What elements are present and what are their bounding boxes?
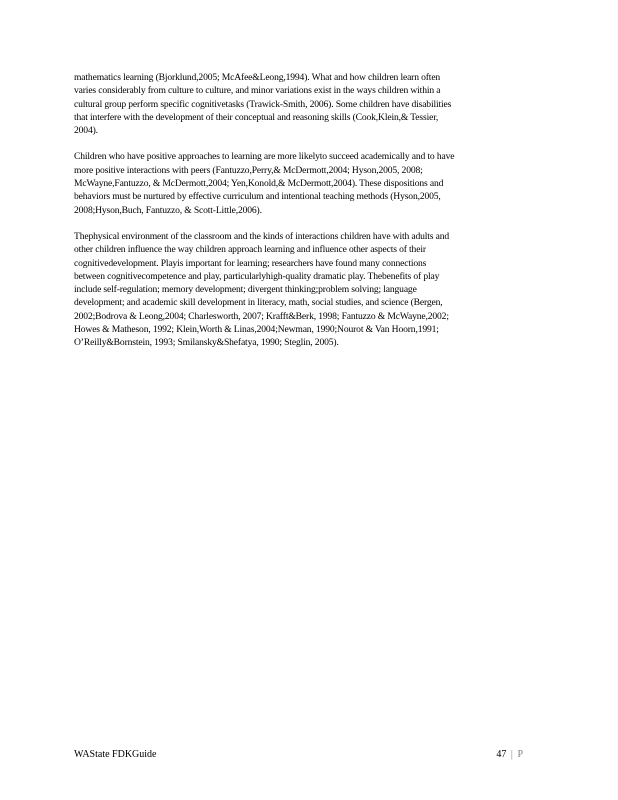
- text-line: 2008;Hyson,Buch, Fantuzzo, & Scott-Little,2006).: [74, 204, 262, 216]
- paragraph-approaches-to-learning: [74, 150, 542, 216]
- text-line: other children influence the way children approach learning and influence other aspects of their: [74, 244, 426, 256]
- page-label: P: [517, 749, 524, 760]
- text-line: O’Reilly&Bornstein, 1993; Smilansky&Shefatya, 1990; Steglin, 2005).: [74, 337, 339, 349]
- page-footer: [74, 747, 524, 763]
- footer-title: WAState FDKGuide: [74, 749, 157, 760]
- page-separator: |: [510, 749, 513, 760]
- text-line: that interfere with the development of their conceptual and reasoning skills (Cook,Klein,& Tessier,: [74, 111, 439, 123]
- footer-page-number: [496, 749, 524, 760]
- text-line: behaviors must be nurtured by effective curriculum and intentional teaching methods (Hyson,2005,: [74, 191, 441, 203]
- paragraph-physical-environment-play: [74, 230, 542, 350]
- paragraph-cognitive-culture: [74, 71, 542, 137]
- body-text: [74, 71, 542, 363]
- text-line: include self-regulation; memory development; divergent thinking;problem solving; language: [74, 284, 417, 296]
- text-line: Children who have positive approaches to learning are more likelyto succeed academically and to have: [74, 151, 455, 163]
- page-number: 47: [496, 749, 507, 760]
- text-line: cognitivedevelopment. Playis important for learning; researchers have found many connections: [74, 257, 427, 269]
- text-line: varies considerably from culture to culture, and minor variations exist in the ways children within a: [74, 85, 441, 97]
- text-line: Howes & Matheson, 1992; Klein,Worth & Linas,2004;Newman, 1990;Nourot & Van Hoorn,1991;: [74, 324, 439, 336]
- text-line: cultural group perform specific cognitivetasks (Trawick-Smith, 2006). Some children have disabilities: [74, 98, 452, 110]
- text-line: development; and academic skill development in literacy, math, social studies, and science (Bergen,: [74, 297, 443, 309]
- text-line: McWayne,Fantuzzo, & McDermott,2004; Yen,Konold,& McDermott,2004). These dispositions and: [74, 178, 444, 190]
- text-line: between cognitivecompetence and play, particularlyhigh-quality dramatic play. Thebenefits of play: [74, 270, 440, 282]
- text-line: 2004).: [74, 125, 98, 137]
- text-line: mathematics learning (Bjorklund,2005; McAfee&Leong,1994). What and how children learn often: [74, 72, 441, 83]
- text-line: more positive interactions with peers (Fantuzzo,Perry,& McDermott,2004; Hyson,2005, 2008;: [74, 164, 423, 176]
- text-line: 2002;Bodrova & Leong,2004; Charlesworth, 2007; Krafft&Berk, 1998; Fantuzzo & McWayne,2002;: [74, 310, 449, 322]
- text-line: Thephysical environment of the classroom and the kinds of interactions children have with adults and: [74, 230, 450, 242]
